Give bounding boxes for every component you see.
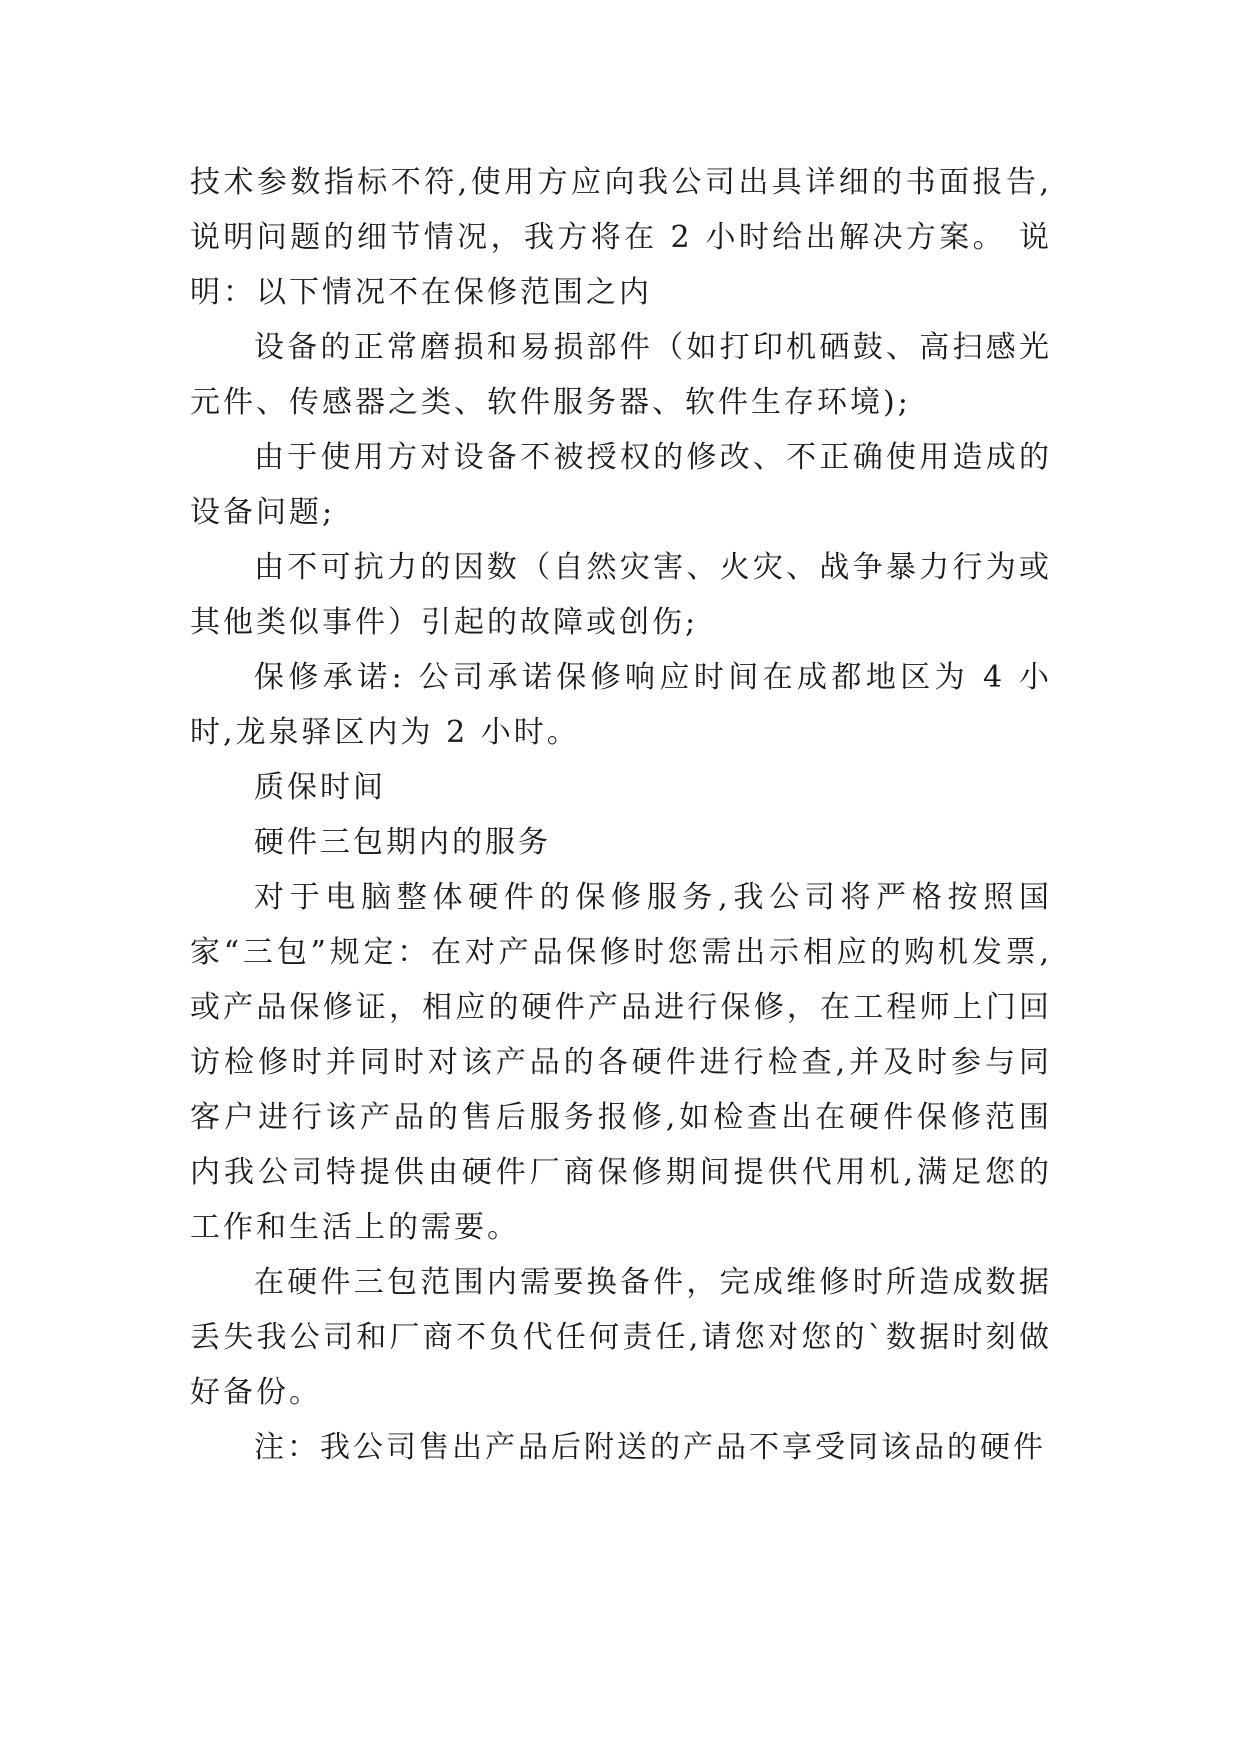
paragraph-4: 由不可抗力的因数（自然灾害、火灾、战争暴力行为或其他类似事件）引起的故障或创伤; [190,550,1052,640]
paragraph-3: 由于使用方对设备不被授权的修改、不正确使用造成的设备问题; [190,440,1052,530]
paragraph-10: 注：我公司售出产品后附送的产品不享受同该品的硬件 [254,1430,1046,1465]
paragraph-6: 质保时间 [254,770,386,805]
paragraph-1: 技术参数指标不符,使用方应向我公司出具详细的书面报告,说明问题的细节情况，我方将在 2 小时给出解决方案。 说明：以下情况不在保修范围之内 [190,165,1052,310]
document-body [190,155,1052,1475]
paragraph-9: 在硬件三包范围内需要换备件，完成维修时所造成数据丢失我公司和厂商不负代任何责任,请您对您的`数据时刻做好备份。 [190,1265,1052,1410]
paragraph-2: 设备的正常磨损和易损部件（如打印机硒鼓、高扫感光元件、传感器之类、软件服务器、软件生存环境); [190,330,1052,420]
paragraph-5: 保修承诺: 公司承诺保修响应时间在成都地区为 4 小时,龙泉驿区内为 2 小时。 [190,660,1052,750]
paragraph-8: 对于电脑整体硬件的保修服务,我公司将严格按照国家“三包”规定：在对产品保修时您需出示相应的购机发票,或产品保修证，相应的硬件产品进行保修，在工程师上门回访检修时并同时对该产品的各硬件进行检查,并及时参与同客户进行该产品的售后服务报修,如检查出在硬件保修范围内我公司特提供由硬件厂商保修期间提供代用机,满足您的工作和生活上的需要。 [190,880,1052,1245]
paragraph-7: 硬件三包期内的服务 [254,825,551,860]
